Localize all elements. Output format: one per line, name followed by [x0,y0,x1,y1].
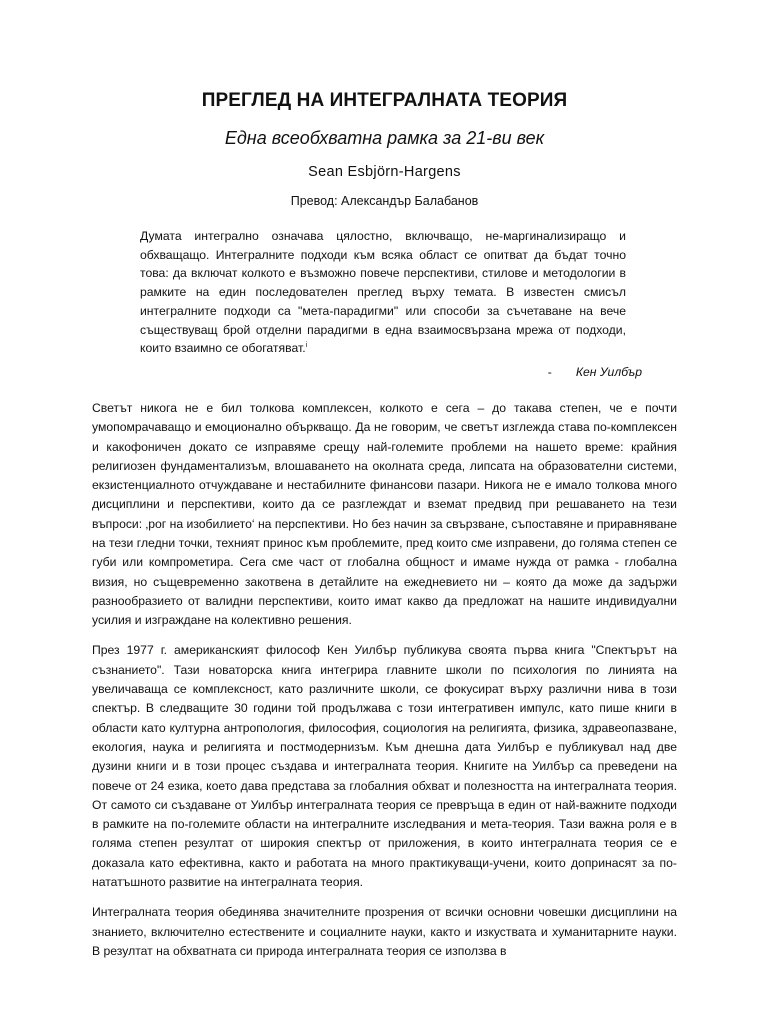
epigraph-text: Думата интегрално означава цялостно, включващо, не-маргинализиращо и обхващащо. Интегралните подходи към всяка област се опитват да бъдат точно това: да включат колкото е възможно повече перспективи, стилове и методологии в рамките на един последователен преглед върху темата. В известен смисъл интегралните подходи са "мета-парадигми" или способи за съчетаване на вече съществуващ брой отделни парадигми в една взаимосвързана мрежа от подходи, които взаимно се обогатяват. [140,229,626,356]
body-paragraph-2: През 1977 г. американският философ Кен Уилбър публикува своята първа книга "Спектърът на съзнанието". Тази новаторска книга интегрира главните школи по психология по линията на увеличаваща се комплексност, като различните школи, се фокусират върху различни нива в този спектър. В следващите 30 години той продължава с този интегративен импулс, като пише книги в области като културна антропология, философия, социология на религията, физика, здравеопазване, екология, наука и религията и постмодернизъм. Към днешна дата Уилбър е публикувал над две дузини книги и в този процес създава и интегралната теория. Книгите на Уилбър са преведени на повече от 24 езика, което дава представа за глобалния обхват и полезността на интегралната теория. От самото си създаване от Уилбър интегралната теория се превръща в един от най-важните подходи в рамките на по-големите области на интегралните изследвания и мета-теория. Тази важна роля е в голяма степен резултат от широкия спектър от приложения, в които интегралната теория се е доказала като ефективна, както и работата на много практикуващи-учени, които допринасят за по-нататъшното развитие на интегралната теория. [92,643,677,890]
document-subtitle: Една всеобхватна рамка за 21-ви век [224,128,545,148]
author-name: Sean Esbjörn-Hargens [308,164,461,180]
footnote-marker[interactable]: i [305,342,308,350]
epigraph-quote [140,227,626,358]
translator-credit: Превод: Александър Балабанов [290,194,479,208]
attribution-name: Кен Уилбър [575,364,642,379]
attribution-dash: - [547,364,552,379]
body-paragraph-1: Светът никога не е бил толкова комплексен, колкото е сега – до такава степен, че е почти умопомрачаващо и емоционално объркващо. Да не говорим, че светът изглежда става по-комплексен и какофоничен докато се изправяме срещу най-големите проблеми на нашето време: крайния религиозен фундаментализъм, влошаването на околната среда, липсата на образователни системи, екзистенциалното отчуждаване и нестабилните финансови пазари. Никога не е имало толкова много дисциплини и перспективи, които да се разглеждат и вземат предвид при решаването на тези въпроси: ‚рог на изобилието‘ на перспективи. Но без начин за свързване, съпоставяне и приравняване на тези гледни точки, техният принос към проблемите, пред които сме изправени, до голяма степен се губи или компрометира. Сега сме част от глобална общност и имаме нужда от рамка - глобална визия, но същевременно закотвена в детайлите на ежедневието ни – която да може да задържи разнообразието от валидни перспективи, които имат какво да предложат на нашите индивидуални усилия и изграждане на колективно решения. [92,400,677,628]
body-paragraph-3: Интегралната теория обединява значителните прозрения от всички основни човешки дисциплини на знанието, включително естествените и социалните науки, както и изкуствата и хуманитарните науки. В резултат на обхватната си природа интегралната теория се използва в [92,905,677,958]
epigraph-attribution [92,363,642,381]
document-title: ПРЕГЛЕД НА ИНТЕГРАЛНАТА ТЕОРИЯ [201,90,568,111]
